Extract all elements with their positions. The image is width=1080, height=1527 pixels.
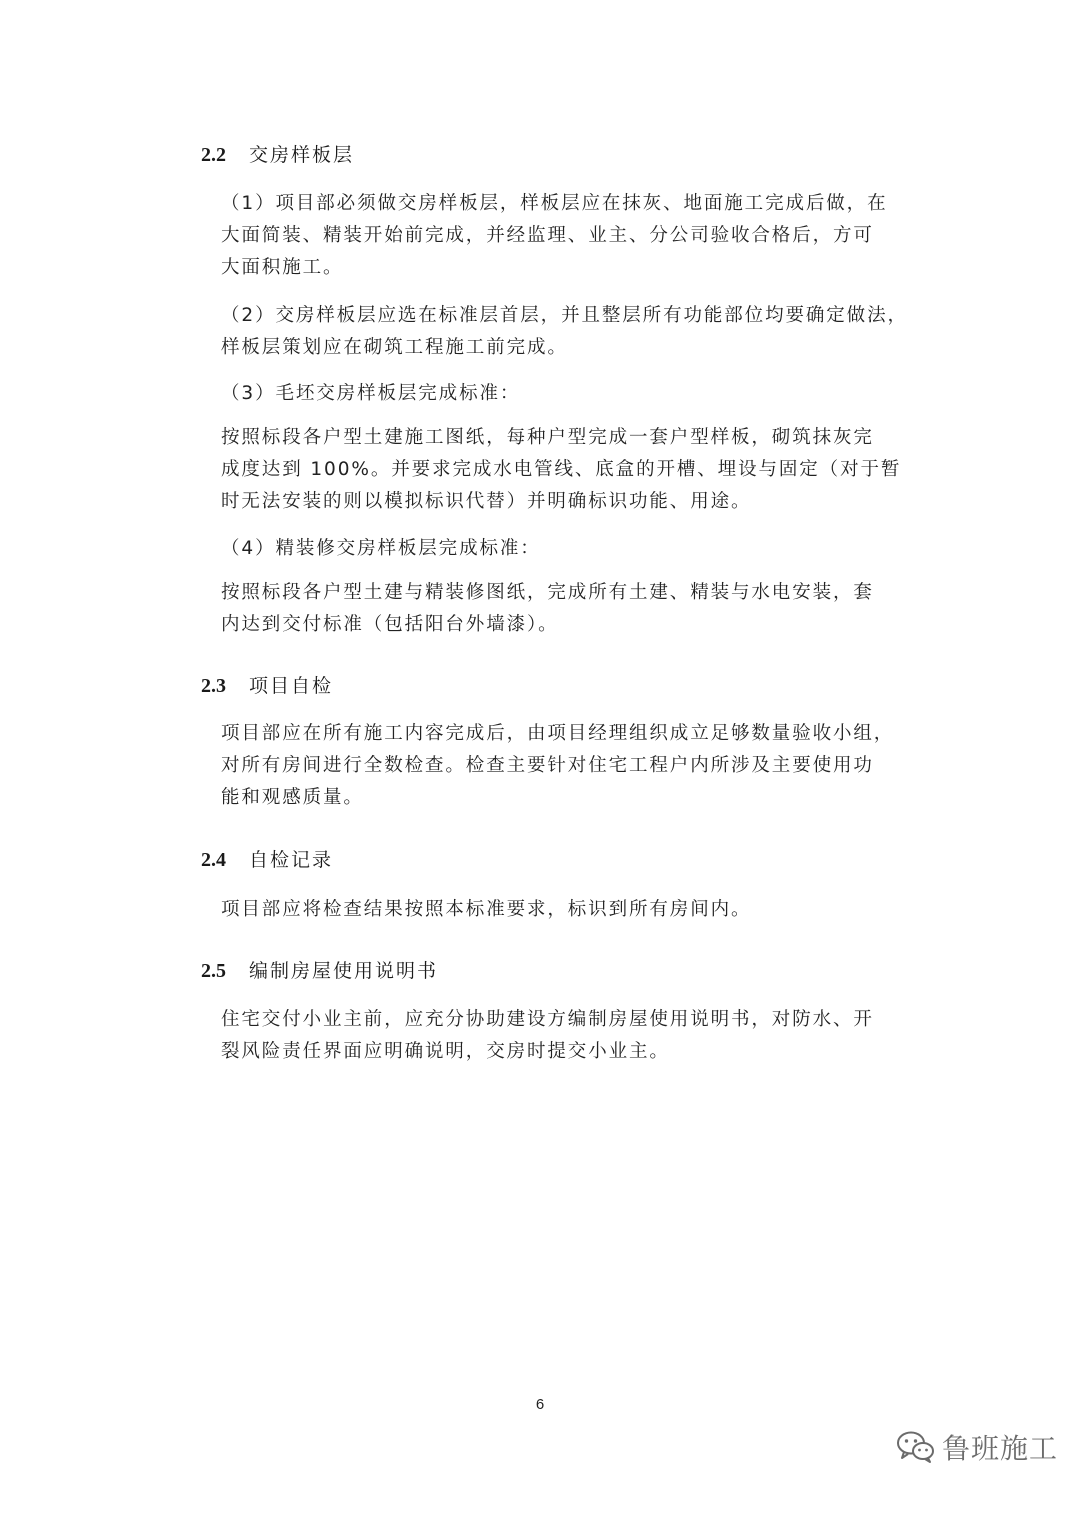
paragraph-line: 大面积施工。 [221,257,344,278]
watermark-text: 鲁班施工 [942,1432,1059,1465]
section-title: 交房样板层 [249,144,355,166]
section-title: 自检记录 [249,849,334,871]
paragraph [221,422,921,518]
page-number: 6 [535,1396,545,1413]
paragraph [221,300,921,364]
section-heading-2-3 [201,671,333,700]
paragraph-line: （2）交房样板层应选在标准层首层，并且整层所有功能部位均要确定做法， [221,305,908,326]
section-number: 2.4 [201,849,226,871]
section-title: 项目自检 [249,675,334,697]
paragraph-line: 对所有房间进行全数检查。检查主要针对住宅工程户内所涉及主要使用功 [221,755,874,776]
paragraph [221,1004,921,1068]
paragraph [221,894,921,926]
paragraph-line: （1）项目部必须做交房样板层，样板层应在抹灰、地面施工完成后做，在 [221,193,888,214]
paragraph-line: 成度达到 100%。并要求完成水电管线、底盒的开槽、埋设与固定（对于暂 [221,459,902,480]
paragraph-line: 样板层策划应在砌筑工程施工前完成。 [221,337,568,358]
paragraph-line: （3）毛坯交房样板层完成标准： [221,383,521,404]
paragraph [221,188,921,284]
paragraph-line: 大面简装、精装开始前完成，并经监理、业主、分公司验收合格后，方可 [221,225,874,246]
paragraph-line: 内达到交付标准（包括阳台外墙漆）。 [221,614,559,635]
paragraph [221,533,921,565]
paragraph-line: 住宅交付小业主前，应充分协助建设方编制房屋使用说明书，对防水、开 [221,1009,874,1030]
paragraph-line: （4）精装修交房样板层完成标准： [221,538,541,559]
paragraph-line: 按照标段各户型土建与精装修图纸，完成所有土建、精装与水电安装，套 [221,582,874,603]
section-heading-2-2 [201,140,354,169]
section-number: 2.5 [201,960,226,982]
section-number: 2.3 [201,675,226,697]
section-heading-2-4 [201,845,333,874]
paragraph-line: 项目部应在所有施工内容完成后，由项目经理组织成立足够数量验收小组， [221,723,895,744]
paragraph [221,378,921,410]
paragraph-line: 按照标段各户型土建施工图纸，每种户型完成一套户型样板，砌筑抹灰完 [221,427,874,448]
paragraph-line: 时无法安装的则以模拟标识代替）并明确标识功能、用途。 [221,491,752,512]
paragraph-line: 能和观感质量。 [221,787,364,808]
wechat-icon [896,1430,936,1464]
paragraph [221,577,921,641]
paragraph [221,718,921,814]
paragraph-line: 项目部应将检查结果按照本标准要求，标识到所有房间内。 [221,899,752,920]
section-heading-2-5 [201,956,438,985]
section-title: 编制房屋使用说明书 [249,960,439,982]
watermark [896,1425,1058,1469]
paragraph-line: 裂风险责任界面应明确说明，交房时提交小业主。 [221,1041,670,1062]
section-number: 2.2 [201,144,226,166]
